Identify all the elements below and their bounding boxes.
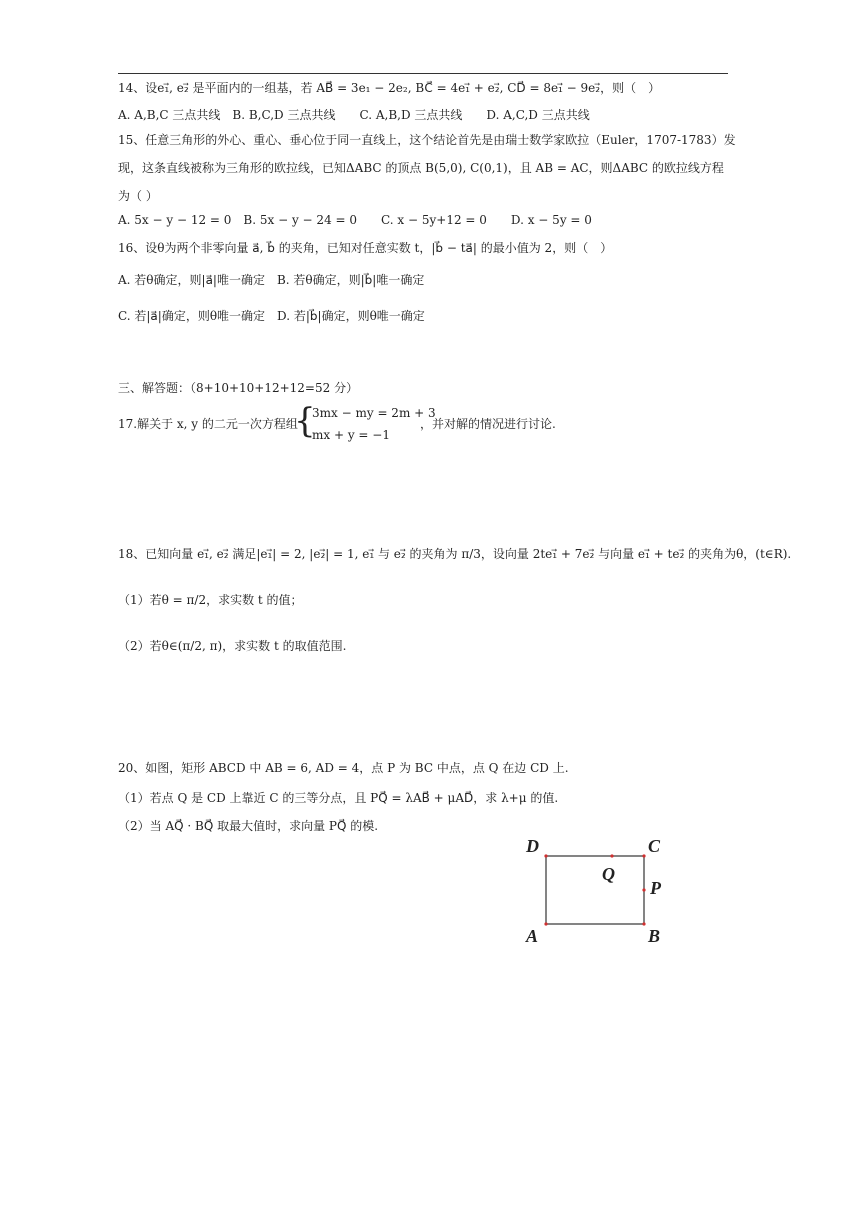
line-q16-options-ab: A. 若θ确定，则|a⃗|唯一确定 B. 若θ确定，则|b⃗|唯一确定 [118, 273, 425, 287]
header-rule [118, 73, 728, 74]
q17-equation-2: mx + y = −1 [312, 428, 390, 442]
label-q: Q [602, 864, 615, 884]
system-brace: { [294, 401, 316, 441]
label-c: C [648, 836, 661, 856]
label-b: B [648, 926, 661, 946]
line-q15-line1: 15、任意三角形的外心、重心、垂心位于同一直线上，这个结论首先是由瑞士数学家欧拉（Euler，1707-1783）发 [118, 133, 736, 147]
line-q17-lead: 17.解关于 x, y 的二元一次方程组 [118, 417, 298, 431]
line-q18-1: （1）若θ = π/2，求实数 t 的值； [118, 593, 303, 607]
label-d: D [526, 836, 539, 856]
line-q14: 14、设e₁⃗, e₂⃗ 是平面内的一组基，若 AB⃗ = 3e₁ − 2e₂, BC⃗ = 4e₁⃗ + e₂⃗, CD⃗ = 8e₁⃗ − 9e₂⃗，则（ ） [118, 81, 661, 95]
line-q20-1: （1）若点 Q 是 CD 上靠近 C 的三等分点，且 PQ⃗ = λAB⃗ + μAD⃗，求 λ+μ 的值. [118, 791, 559, 805]
line-q15-line3: 为（ ） [118, 189, 158, 203]
line-section3: 三、解答题：（8+10+10+12+12=52 分） [118, 381, 359, 395]
vertex-b-marker [642, 922, 645, 925]
line-q18: 18、已知向量 e₁⃗, e₂⃗ 满足|e₁⃗| = 2, |e₂⃗| = 1, e₁⃗ 与 e₂⃗ 的夹角为 π/3，设向量 2te₁⃗ + 7e₂⃗ 与向量 e₁⃗ + te₂⃗ 的夹角为θ，(t∈R). [118, 547, 792, 561]
vertex-a-marker [544, 922, 547, 925]
line-q15-line2: 现，这条直线被称为三角形的欧拉线，已知ΔABC 的顶点 B(5,0), C(0,1)，且 AB = AC，则ΔABC 的欧拉线方程 [118, 161, 724, 175]
line-q20-2: （2）当 AQ⃗ · BQ⃗ 取最大值时，求向量 PQ⃗ 的模. [118, 819, 379, 833]
line-q20: 20、如图，矩形 ABCD 中 AB = 6, AD = 4，点 P 为 BC 中点，点 Q 在边 CD 上. [118, 761, 569, 775]
q17-equation-1: 3mx − my = 2m + 3 [312, 406, 436, 420]
line-q14-options: A. A,B,C 三点共线 B. B,C,D 三点共线 C. A,B,D 三点共线 D. A,C,D 三点共线 [118, 108, 590, 122]
rectangle-figure [520, 832, 670, 952]
point-p-marker [642, 888, 645, 891]
point-q-marker [610, 854, 613, 857]
vertex-c-marker [642, 854, 645, 857]
vertex-d-marker [544, 854, 547, 857]
q17-tail-text: ，并对解的情况进行讨论. [420, 417, 556, 431]
line-q16-options-cd: C. 若|a⃗|确定，则θ唯一确定 D. 若|b⃗|确定，则θ唯一确定 [118, 309, 425, 323]
line-q18-2: （2）若θ∈(π/2, π)，求实数 t 的取值范围. [118, 639, 347, 653]
label-a: A [526, 926, 539, 946]
rectangle-outline [546, 856, 644, 924]
line-q16: 16、设θ为两个非零向量 a⃗, b⃗ 的夹角，已知对任意实数 t，|b⃗ − ta⃗| 的最小值为 2，则（ ） [118, 241, 613, 255]
line-q15-options: A. 5x − y − 12 = 0 B. 5x − y − 24 = 0 C. x − 5y+12 = 0 D. x − 5y = 0 [118, 213, 592, 227]
label-p: P [650, 878, 661, 898]
